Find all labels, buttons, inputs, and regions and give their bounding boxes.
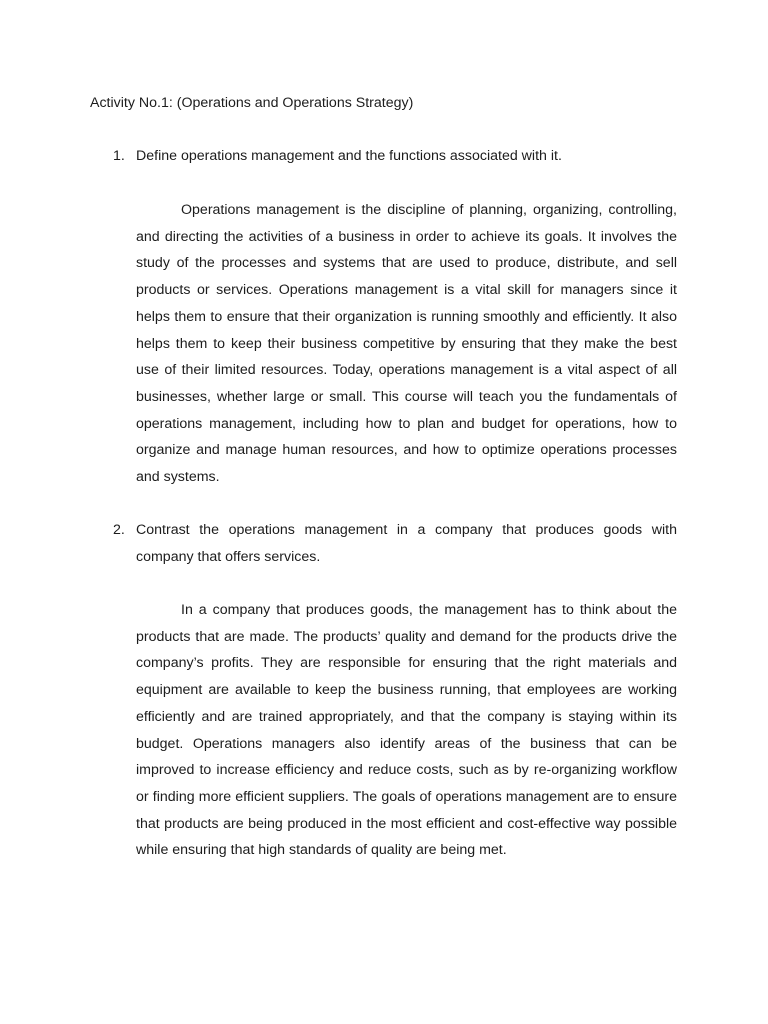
- question-text: Contrast the operations management in a company that produces goods with company that offers services.: [136, 522, 677, 565]
- question-text: Define operations management and the functions associated with it.: [136, 148, 562, 164]
- answer-paragraph: In a company that produces goods, the management has to think about the products that are made. The products’ quality and demand for the products drive the company’s profits. They are responsible for ensuring that the right materials and equipment are available to keep the business running, that employees are working efficiently and are trained appropriately, and that the company is staying within its budget. Operations managers also identify areas of the business that can be improved to increase efficiency and reduce costs, such as by re-organizing workflow or finding more efficient suppliers. The goals of operations management are to ensure that products are being produced in the most efficient and cost-effective way possible while ensuring that high standards of quality are being met.: [136, 602, 677, 859]
- activity-title: Activity No.1: (Operations and Operations Strategy): [90, 95, 414, 111]
- question-number: 2.: [113, 522, 125, 538]
- answer-paragraph: Operations management is the discipline of planning, organizing, controlling, and directing the activities of a business in order to achieve its goals. It involves the study of the processes and systems that are used to produce, distribute, and sell products or services. Operations management is a vital skill for managers since it helps them to ensure that their organization is running smoothly and efficiently. It also helps them to keep their business competitive by ensuring that they make the best use of their limited resources. Today, operations management is a vital aspect of all businesses, whether large or small. This course will teach you the fundamentals of operations management, including how to plan and budget for operations, how to organize and manage human resources, and how to optimize operations processes and systems.: [136, 202, 677, 486]
- question-number: 1.: [113, 148, 125, 164]
